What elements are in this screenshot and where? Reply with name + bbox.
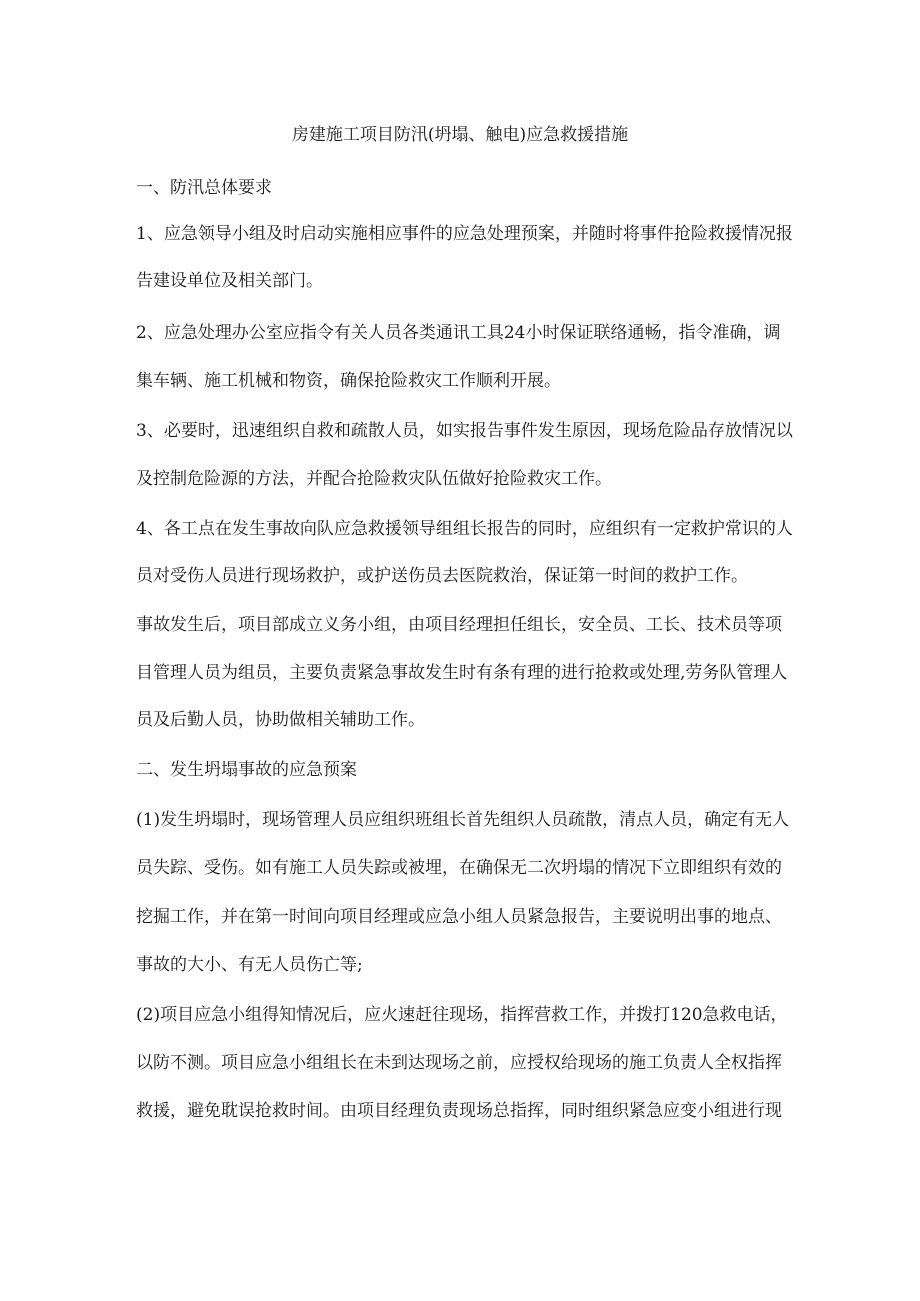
paragraph-line: 事故的大小、有无人员伤亡等; bbox=[136, 955, 363, 975]
paragraph-line: 员及后勤人员，协助做相关辅助工作。 bbox=[136, 710, 425, 730]
section-heading: 二、发生坍塌事故的应急预案 bbox=[136, 760, 357, 780]
paragraph-line: 3、必要时，迅速组织自救和疏散人员，如实报告事件发生原因，现场危险品存放情况以 bbox=[136, 421, 793, 441]
paragraph-line: 2、应急处理办公室应指令有关人员各类通讯工具24小时保证联络通畅，指令准确，调 bbox=[136, 323, 781, 343]
paragraph-line: 及控制危险源的方法，并配合抢险救灾队伍做好抢险救灾工作。 bbox=[136, 469, 612, 489]
paragraph-line: 目管理人员为组员，主要负责紧急事故发生时有条有理的进行抢救或处理,劳务队管理人 bbox=[136, 663, 788, 683]
paragraph-line: (2)项目应急小组得知情况后，应火速赶往现场，指挥营救工作，并拨打120急救电话， bbox=[136, 1005, 788, 1025]
document-title: 房建施工项目防汛(坍塌、触电)应急救援措施 bbox=[291, 125, 629, 145]
paragraph-line: 挖掘工作，并在第一时间向项目经理或应急小组人员紧急报告，主要说明出事的地点、 bbox=[136, 907, 782, 927]
paragraph-line: 员失踪、受伤。如有施工人员失踪或被埋，在确保无二次坍塌的情况下立即组织有效的 bbox=[136, 858, 782, 878]
paragraph-line: 告建设单位及相关部门。 bbox=[136, 271, 323, 291]
paragraph-line: 员对受伤人员进行现场救护，或护送伤员去医院救治，保证第一时间的救护工作。 bbox=[136, 566, 748, 586]
paragraph-line: 1、应急领导小组及时启动实施相应事件的应急处理预案，并随时将事件抢险救援情况报 bbox=[136, 224, 793, 244]
paragraph-line: 事故发生后，项目部成立义务小组，由项目经理担任组长，安全员、工长、技术员等项 bbox=[136, 615, 782, 635]
paragraph-line: 救援，避免耽误抢救时间。由项目经理负责现场总指挥，同时组织紧急应变小组进行现 bbox=[136, 1101, 782, 1121]
paragraph-line: (1)发生坍塌时，现场管理人员应组织班组长首先组织人员疏散，清点人员，确定有无人 bbox=[136, 810, 790, 830]
paragraph-line: 4、各工点在发生事故向队应急救援领导组组长报告的同时，应组织有一定救护常识的人 bbox=[136, 519, 793, 539]
paragraph-line: 集车辆、施工机械和物资，确保抢险救灾工作顺利开展。 bbox=[136, 371, 561, 391]
paragraph-line: 以防不测。项目应急小组组长在未到达现场之前，应授权给现场的施工负责人全权指挥 bbox=[136, 1053, 782, 1073]
section-heading: 一、防汛总体要求 bbox=[136, 178, 272, 198]
